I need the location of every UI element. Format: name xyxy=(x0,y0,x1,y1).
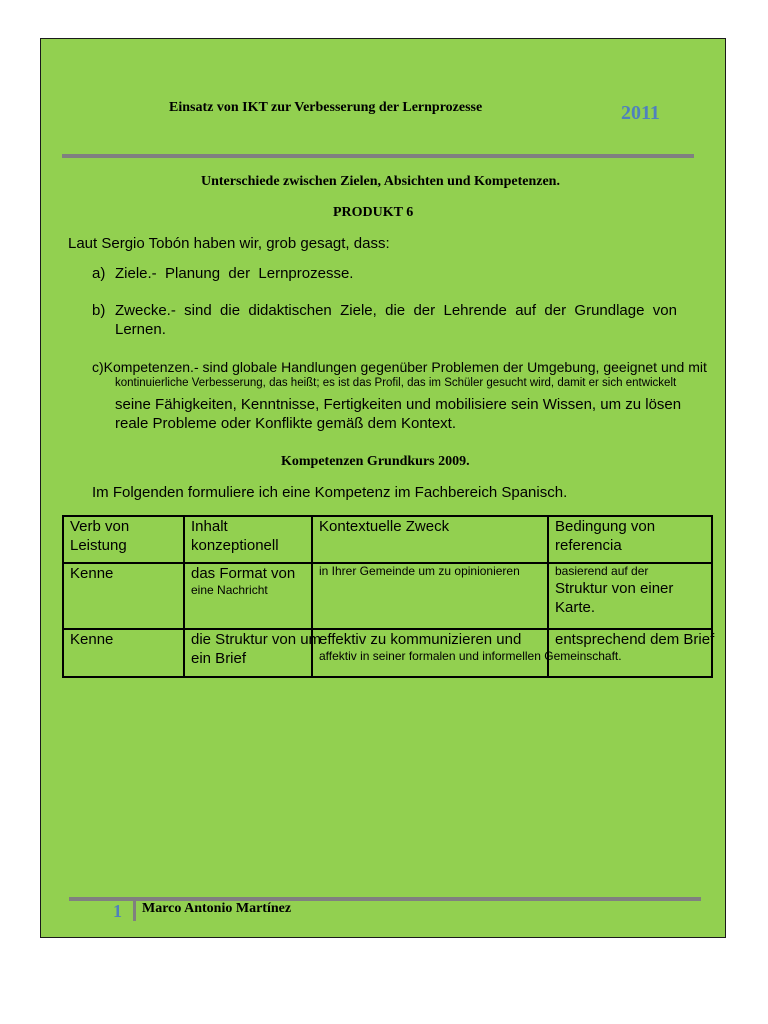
table-cell-condition: basierend auf der Struktur von einer Karte. xyxy=(548,563,712,629)
table-header-row xyxy=(63,516,712,563)
list-item-b-line2: Lernen. xyxy=(115,321,166,338)
table-header-cell: Bedingung von referencia xyxy=(548,516,712,563)
page-number: 1 xyxy=(113,901,122,921)
table-header-cell: Verb von Leistung xyxy=(63,516,184,563)
list-item-a-text: Ziele.- Planung der Lernprozesse. xyxy=(115,265,354,282)
table-row xyxy=(63,563,712,629)
intro-text: Laut Sergio Tobón haben wir, grob gesagt, dass: xyxy=(68,235,390,252)
table-header-cell: Inhalt konzeptionell xyxy=(184,516,312,563)
list-item-c-line1: c)Kompetenzen.- sind globale Handlungen gegenüber Problemen der Umgebung, geeignet und mit xyxy=(92,359,707,375)
table-row xyxy=(63,629,712,677)
table-cell-content: das Format von eine Nachricht xyxy=(184,563,312,629)
list-item-c-line2: kontinuierliche Verbesserung, das heißt; es ist das Profil, das im Schüler gesucht wird, damit er sich entwickelt xyxy=(115,377,677,389)
list-item-c-line3: seine Fähigkeiten, Kenntnisse, Fertigkeiten und mobilisiere sein Wissen, um zu lösen xyxy=(115,396,682,413)
list-item-b-line1: Zwecke.- sind die didaktischen Ziele, die der Lehrende auf der Grundlage von xyxy=(115,302,677,319)
table-cell-purpose: effektiv zu kommunizieren und affektiv in seiner formalen und informellen Gemeinschaft. xyxy=(312,629,548,677)
list-item-b-marker: b) xyxy=(92,302,106,319)
product-title: PRODUKT 6 xyxy=(333,205,414,220)
section-intro: Im Folgenden formuliere ich eine Kompetenz im Fachbereich Spanisch. xyxy=(92,484,568,501)
footer-author: Marco Antonio Martínez xyxy=(142,901,292,916)
table-cell-content: die Struktur von um ein Brief xyxy=(184,629,312,677)
table-header-cell: Kontextuelle Zweck xyxy=(312,516,548,563)
competency-table xyxy=(62,515,713,678)
table-cell-condition: entsprechend dem Brief xyxy=(548,629,712,677)
section-title: Kompetenzen Grundkurs 2009. xyxy=(281,454,470,469)
page-subtitle: Unterschiede zwischen Zielen, Absichten und Kompetenzen. xyxy=(201,174,560,189)
header-rule xyxy=(62,154,694,158)
list-item-c-line4: reale Probleme oder Konflikte gemäß dem Kontext. xyxy=(115,415,457,432)
header-title: Einsatz von IKT zur Verbesserung der Lernprozesse xyxy=(169,100,483,115)
list-item-a-marker: a) xyxy=(92,265,106,282)
footer-separator xyxy=(133,897,136,921)
table-cell-purpose: in Ihrer Gemeinde um zu opinionieren xyxy=(312,563,548,629)
table-cell-verb: Kenne xyxy=(63,563,184,629)
header-year: 2011 xyxy=(621,102,660,124)
document-page xyxy=(40,38,726,938)
table-cell-verb: Kenne xyxy=(63,629,184,677)
